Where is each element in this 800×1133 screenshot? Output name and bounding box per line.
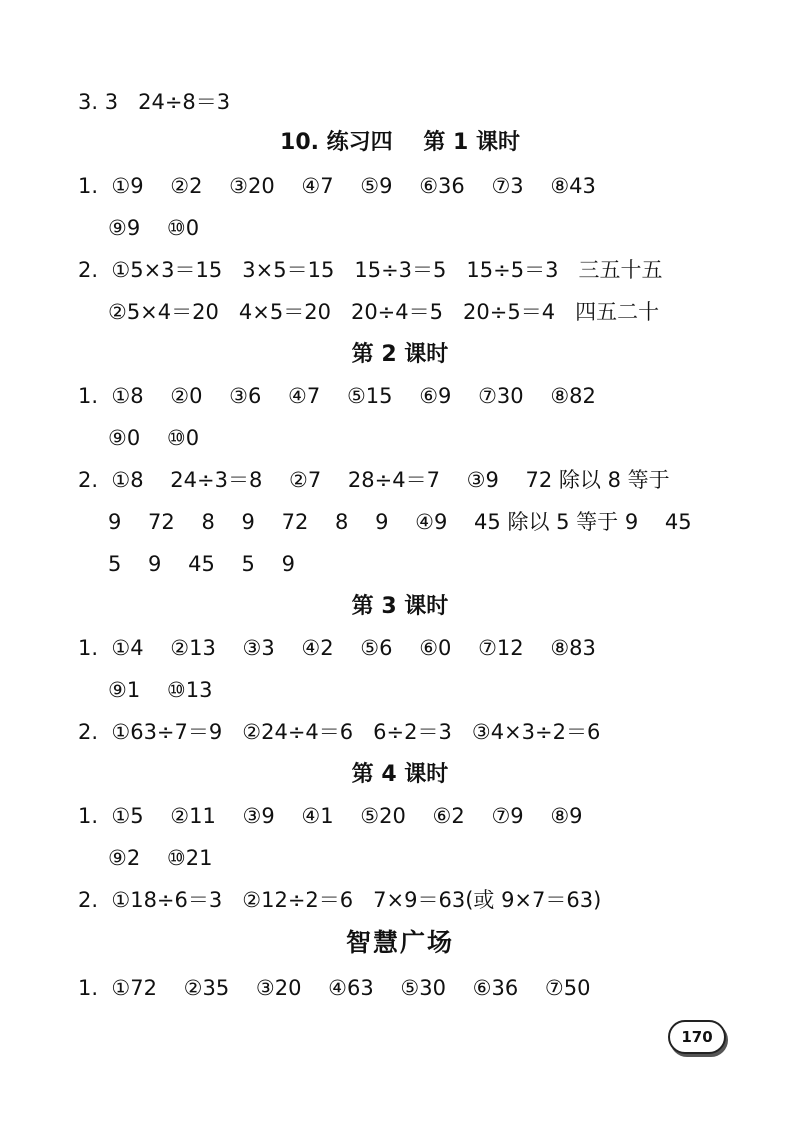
answer-line-q2: 2. ①5×3＝15 3×5＝15 15÷3＝5 15÷5＝3 三五十五 bbox=[78, 258, 663, 282]
answer-line-3-3: 3. 3 24÷8＝3 bbox=[78, 90, 231, 114]
answer-line-q2-cont: 9 72 8 9 72 8 9 ④9 45 除以 5 等于 9 45 bbox=[108, 510, 692, 534]
answer-line-q1-cont: ⑨9 ⑩0 bbox=[108, 216, 200, 240]
section-heading-lesson-4: 第 4 课时 bbox=[351, 762, 449, 787]
answer-line-q1: 1. ①4 ②13 ③3 ④2 ⑤6 ⑥0 ⑦12 ⑧83 bbox=[78, 636, 596, 660]
answer-line-q2-cont: ②5×4＝20 4×5＝20 20÷4＝5 20÷5＝4 四五二十 bbox=[108, 300, 660, 324]
section-heading-lesson-2: 第 2 课时 bbox=[351, 342, 449, 367]
answer-line-q1-cont: ⑨2 ⑩21 bbox=[108, 846, 213, 870]
answer-line-q1: 1. ①5 ②11 ③9 ④1 ⑤20 ⑥2 ⑦9 ⑧9 bbox=[78, 804, 583, 828]
section-heading-lesson-3: 第 3 课时 bbox=[351, 594, 449, 619]
answer-line-q1: 1. ①8 ②0 ③6 ④7 ⑤15 ⑥9 ⑦30 ⑧82 bbox=[78, 384, 596, 408]
answer-line-q1-cont: ⑨0 ⑩0 bbox=[108, 426, 200, 450]
answer-line-q1: 1. ①9 ②2 ③20 ④7 ⑤9 ⑥36 ⑦3 ⑧43 bbox=[78, 174, 596, 198]
answer-line-q2: 2. ①8 24÷3＝8 ②7 28÷4＝7 ③9 72 除以 8 等于 bbox=[78, 468, 670, 492]
section-heading-wisdom-square: 智慧广场 bbox=[345, 928, 454, 957]
answer-line-q2-cont: 5 9 45 5 9 bbox=[108, 552, 295, 576]
page-number-badge: 170 bbox=[668, 1020, 726, 1054]
answer-line-q1: 1. ①72 ②35 ③20 ④63 ⑤30 ⑥36 ⑦50 bbox=[78, 976, 591, 1000]
answer-line-q2: 2. ①63÷7＝9 ②24÷4＝6 6÷2＝3 ③4×3÷2＝6 bbox=[78, 720, 601, 744]
answer-line-q2: 2. ①18÷6＝3 ②12÷2＝6 7×9＝63(或 9×7＝63) bbox=[78, 888, 602, 912]
section-heading-lesson-1: 10. 练习四 第 1 课时 bbox=[280, 130, 520, 155]
answer-line-q1-cont: ⑨1 ⑩13 bbox=[108, 678, 213, 702]
